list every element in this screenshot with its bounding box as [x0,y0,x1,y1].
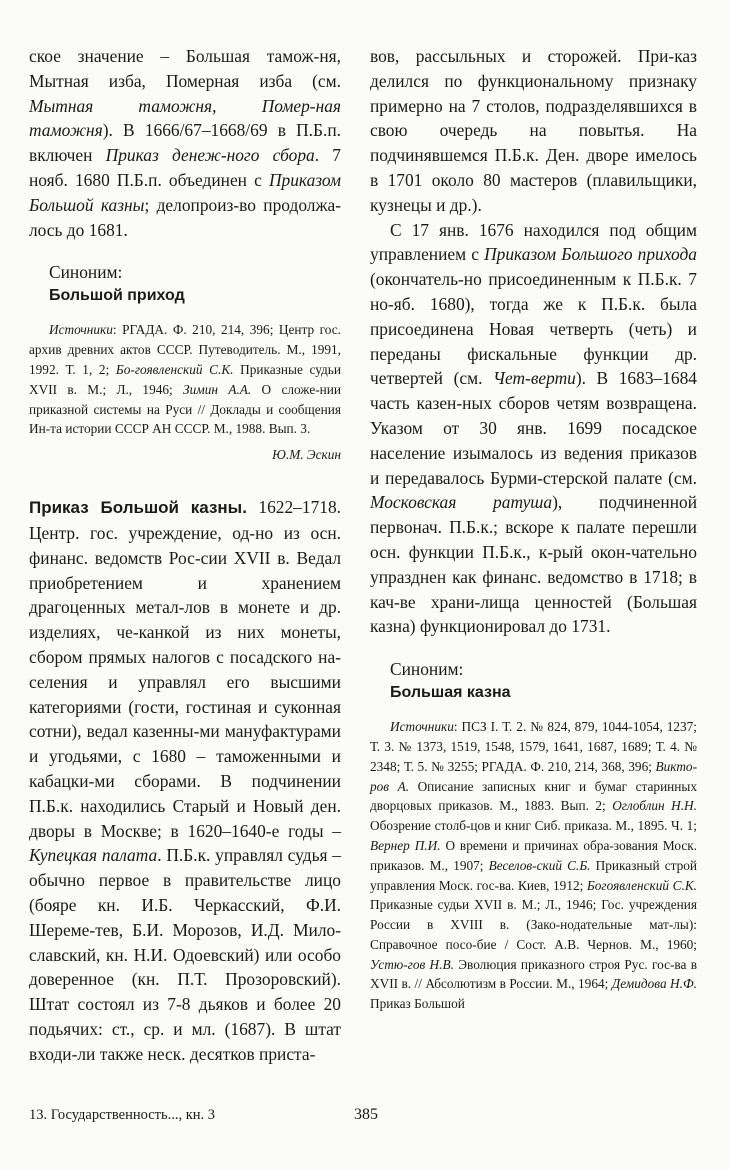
right-synonym-block [390,657,697,705]
text-run: Обозрение столб-цов и книг Сиб. приказа. М., 1895. Ч. 1; [370,818,697,834]
italic-run: Зимин А.А. [183,381,252,397]
italic-run: Бо-гоявленский С.К. [115,361,234,377]
italic-run: Чет-верти [493,368,576,389]
left-column [29,44,341,1066]
text-run: ; делопроиз-во продолжа-лось до 1681. [29,194,341,240]
text-run: ское значение – Большая тамож-ня, Мытная изба, Померная изба (см. [29,46,341,91]
italic-run: Демидова Н.Ф. [611,976,697,992]
article-author: Ю.М. Эскин [272,447,341,463]
italic-run: Приказ денеж-ного сбора [105,145,315,166]
left-body [29,44,341,242]
page-number: 385 [354,1106,378,1123]
italic-run: Источники [390,719,454,735]
italic-run: Оглоблин Н.Н. [612,798,697,814]
italic-run: Викто-ров А. [370,758,697,794]
text-run: . 7 нояб. 1680 П.Б.п. объединен с [29,145,341,190]
text-run: (окончатель-но присоединенным к П.Б.к. 7 но-яб. 1680), тогда же к П.Б.к. была присоединена Новая четверть (четь) и переданы фискальные функции др. четвертей (см. [370,269,697,389]
italic-run: Московская ратуша [370,492,553,513]
right-sources [370,717,697,1014]
entry-title: Приказ Большой казны. [29,498,247,518]
text-run: Приказные судьи XVII в. М.; Л., 1946; Гос. учреждения России в XVIII в. (Зако-нодательные мат-лы): Справочное посо-бие / Сост. А.В. Чернов. М., 1960; [370,897,697,952]
italic-run: Купецкая палата [29,845,158,866]
italic-run: Богоявленский С.К. [586,877,698,893]
right-paragraph-1 [370,44,697,218]
right-paragraph-2 [370,218,697,640]
text-run: ). В 1666/67–1668/69 в П.Б.п. включен [29,120,341,166]
left-paragraph-1 [29,44,341,242]
text-run: 1622–1718. Центр. гос. учреждение, од-но из осн. финанс. ведомств Рос-сии XVII в. Ведал приобретением и хранением драгоценных метал-лов в монете и др. изделиях, че-канкой из них монеты, сбором прямых налогов с посадского на-селения и управлял его высшими категориями (гости, гостиная и суконная сотни), ведал казенны-ми мануфактурами и угодьями, с 1680 – таможенными и кабацки-ми сборами. В подчинении П.Б.к. находились Старый и Новый ден. дворы в Москве; в 1620–1640-е годы – [29,497,342,841]
text-run: ), подчиненной первонач. П.Б.к.; вскоре к палате перешли осн. функции П.Б.к., к-рый окон-чательно упразднен как финанс. ведомство в 1718; в кач-ве храни-лища ценностей (Большая казна) функционировал до 1731. [370,492,697,637]
entry-paragraph [29,495,341,1066]
italic-run: Источники [49,322,113,338]
left-synonym-label: Синоним: [49,262,123,283]
text-run: Эволюция приказного строя Рус. гос-ва в XVII в. // Абсолютизм в России. М., 1964; [370,956,698,992]
entry-prikaz-bolshoy-kazny [29,495,341,1066]
text-run: С 17 янв. 1676 находился под общим управлением с [370,219,697,265]
text-run: ). В 1683–1684 часть казен-ных сборов четям возвращена. Указом от 30 янв. 1699 посадское население изымалось из ведения приказов и передавалось Бурми-стерской палате (см. [370,368,697,488]
text-run: . П.Б.к. управлял судья – обычно первое в правительстве лицо (бояре кн. И.Б. Черкасский, Ф.И. Шереме-тев, Б.И. Морозов, И.Д. Мило-славский, кн. Н.И. Одоевский) или особо доверенное (кн. П.Т. Прозоровский). Штат состоял из 7-8 дьяков и более 20 подьячих: ст., ср. и мл. (1687). В штат входи-ли также неск. десятков приста- [29,845,342,1064]
text-run: Приказный строй управления Моск. гос-ва. Киев, 1912; [370,857,697,893]
text-run: : РГАДА. Ф. 210, 214, 396; Центр гос. архив древних актов СССР. Путеводитель. М., 1991, 1992. Т. 1, 2; [29,322,341,377]
left-synonym-block [49,260,341,308]
italic-run: Приказом Большого прихода [484,244,697,265]
italic-run: Веселов-ский С.Б. [488,857,591,873]
left-synonym-term: Большой приход [49,287,185,305]
right-column [370,44,697,1014]
text-run: О времени и причинах обра-зования Моск. приказов. М., 1907; [370,837,697,873]
right-synonym-label: Синоним: [390,659,464,680]
right-body [370,44,697,639]
text-run: Приказные судьи XVII в. М.; Л., 1946; [29,361,341,397]
text-run: вов, рассыльных и сторожей. При-каз делился по функциональному признаку примерно на 7 столов, подразделявшихся в свою очередь на повытья. На подчинявшемся П.Б.к. Ден. дворе имелось в 1701 около 80 мастеров (плавильщики, кузнецы и др.). [370,46,697,215]
left-sources [29,320,341,439]
italic-run: Приказом Большой казны [29,169,341,215]
entry-body [29,497,341,1064]
italic-run: Устю-гов Н.В. [370,956,454,972]
running-footer: 13. Государственность..., кн. 3 [29,1107,216,1123]
text-run: Приказ Большой [370,996,465,1012]
italic-run: Мытная таможня, Помер-ная таможня [29,95,341,141]
text-run: О сложе-нии приказной системы на Руси // Доклады и сообщения Ин-та истории СССР АН СССР. М., 1988. Вып. 3. [29,381,341,437]
italic-run: Вернер П.И. [370,837,441,853]
text-run: : ПСЗ I. Т. 2. № 824, 879, 1044-1054, 1237; Т. 3. № 1373, 1519, 1548, 1579, 1641, 1687, 1689; Т. 4. № 2348; Т. 5. № 3255; РГАДА. Ф. 210, 214, 368, 396; [370,719,697,774]
text-run: Описание записных книг и бумаг старинных дворцовых приказов. М., 1883. Вып. 2; [370,778,697,814]
right-synonym-term: Большая казна [390,684,511,702]
